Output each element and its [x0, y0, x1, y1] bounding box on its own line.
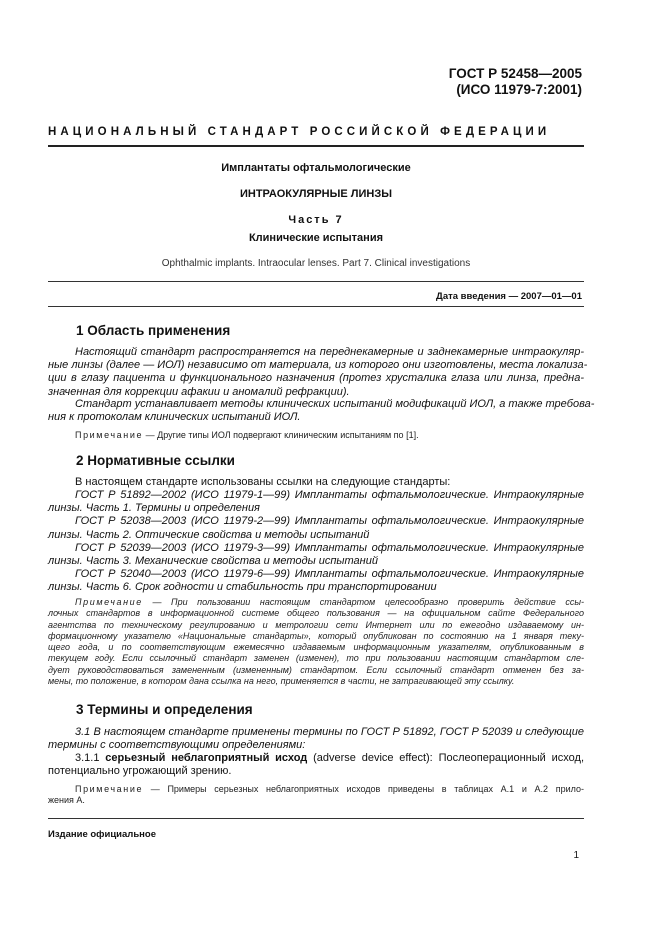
- text-line: значенная для коррекции афакии и аномалий рефракции).: [48, 385, 350, 398]
- title-main: ИНТРАОКУЛЯРНЫЕ ЛИНЗЫ: [239, 188, 392, 200]
- reference-line: линзы. Часть 6. Срок годности и стабильность при транспортировании: [48, 581, 437, 594]
- section-2-note: [48, 597, 584, 687]
- title-divider: [48, 281, 584, 282]
- section-1-note: [48, 430, 584, 441]
- national-standard-banner: НАЦИОНАЛЬНЫЙ СТАНДАРТ РОССИЙСКОЙ ФЕДЕРАЦИИ: [48, 126, 551, 138]
- note-line: агентства по техническому регулированию и метрологии сети Интернет или по ежегодно издаваемому ин-: [48, 619, 584, 630]
- note-line: лочных стандартов в информационной системе общего пользования — на официальном сайте Федерального: [48, 608, 584, 619]
- note-label: Примечание: [75, 430, 144, 440]
- standard-designation: [449, 66, 582, 98]
- text-line: ции в глазу пациента и функционального назначения (протез хрусталика глаза или линза, предна-: [48, 372, 584, 385]
- official-edition-label: Издание официальное: [48, 829, 156, 840]
- section-3-paragraph-1: [48, 726, 584, 752]
- note-line: мены, то положение, в котором дана ссылка на него, применяется в части, не затрагивающей эту ссылку.: [48, 676, 515, 687]
- term-definition-end: потенциально угрожающий зрению.: [48, 765, 232, 778]
- text-line: Настоящий стандарт распространяется на переднекамерные и заднекамерные интраокуляр-: [75, 346, 584, 358]
- note-line: формационному указателю «Национальные стандарты», который опубликован по состоянию на 1 января теку-: [48, 630, 584, 641]
- title-group: Имплантаты офтальмологические: [221, 162, 411, 174]
- section-1-heading: 1 Область применения: [76, 323, 231, 338]
- title-subtitle: Клинические испытания: [248, 232, 384, 244]
- title-english: Ophthalmic implants. Intraocular lenses. Part 7. Clinical investigations: [161, 258, 471, 269]
- note-text: — Другие типы ИОЛ подвергают клиническим испытаниям по [1].: [143, 430, 419, 440]
- note-line: текущем году. Если ссылочный стандарт заменен (изменен), то при пользовании настоящим стандартом сле-: [48, 653, 584, 664]
- term-definition-start: Послеоперационный исход,: [438, 752, 584, 764]
- text-line: Стандарт устанавливает методы клинических испытаний модификаций ИОЛ, а также требова-: [75, 398, 595, 410]
- header-divider: [48, 145, 584, 147]
- footer-divider: [48, 818, 584, 819]
- section-1-paragraph-2: [48, 398, 595, 424]
- note-line: Примечание — Примеры серьезных неблагоприятных исходов приведены в таблицах А.1 и А.2 прило-: [75, 784, 584, 794]
- section-2-heading: 2 Нормативные ссылки: [76, 453, 235, 468]
- term-english: (adverse device effect):: [307, 752, 439, 764]
- reference-line: ГОСТ Р 52038—2003 (ИСО 11979-2—99) Имплантаты офтальмологические. Интраокулярные: [75, 515, 584, 528]
- reference-line: линзы. Часть 1. Термины и определения: [48, 502, 260, 515]
- date-divider: [48, 306, 584, 307]
- reference-line: ГОСТ Р 51892—2002 (ИСО 11979-1—99) Имплантаты офтальмологические. Интраокулярные: [75, 489, 584, 501]
- section-3-heading: 3 Термины и определения: [76, 702, 253, 717]
- note-label: Примечание: [75, 597, 143, 607]
- text-line: В настоящем стандарте использованы ссылки на следующие стандарты:: [75, 476, 451, 488]
- iso-number: (ИСО 11979-7:2001): [456, 82, 582, 97]
- term-name: серьезный неблагоприятный исход: [105, 752, 308, 764]
- reference-line: линзы. Часть 3. Механические свойства и методы испытаний: [48, 555, 378, 568]
- note-line: щего года, и по соответствующим ежемесячно издаваемым информационным указателям, опубликованным в: [48, 642, 584, 653]
- note-label: Примечание: [75, 784, 144, 794]
- title-part: Часть 7: [288, 214, 344, 226]
- section-2-lead: [48, 476, 584, 489]
- introduction-date: Дата введения — 2007—01—01: [436, 291, 582, 302]
- section-3-note: [48, 784, 584, 807]
- text-line: 3.1 В настоящем стандарте применены термины по ГОСТ Р 51892, ГОСТ Р 52039 и следующие: [75, 726, 584, 738]
- text-line: термины с соответствующими определениями:: [48, 739, 306, 752]
- note-line: Примечание — При пользовании настоящим стандартом целесообразно проверить действие ссы-: [75, 597, 584, 607]
- text-line: ния к протоколам клинических испытаний ИОЛ.: [48, 411, 301, 424]
- note-line: жения А.: [48, 795, 85, 806]
- reference-line: ГОСТ Р 52040—2003 (ИСО 11979-6—99) Имплантаты офтальмологические. Интраокулярные: [75, 568, 584, 581]
- section-1-paragraph-1: [48, 346, 588, 399]
- reference-line: ГОСТ Р 52039—2003 (ИСО 11979-3—99) Имплантаты офтальмологические. Интраокулярные: [75, 541, 584, 554]
- term-line: [48, 752, 584, 765]
- standard-number: ГОСТ Р 52458—2005: [448, 66, 582, 81]
- reference-line: линзы. Часть 2. Оптические свойства и методы испытаний: [48, 528, 370, 541]
- term-definition: [48, 752, 584, 778]
- note-line: дует руководствоваться замененным (измененным) стандартом. Если ссылочный стандарт отменен без за-: [48, 664, 584, 675]
- term-number: 3.1.1: [75, 752, 106, 764]
- page-number: 1: [573, 850, 579, 861]
- normative-references-list: [48, 489, 584, 595]
- text-line: ные линзы (далее — ИОЛ) независимо от материала, из которого они изготовлены, места локализа-: [48, 359, 588, 372]
